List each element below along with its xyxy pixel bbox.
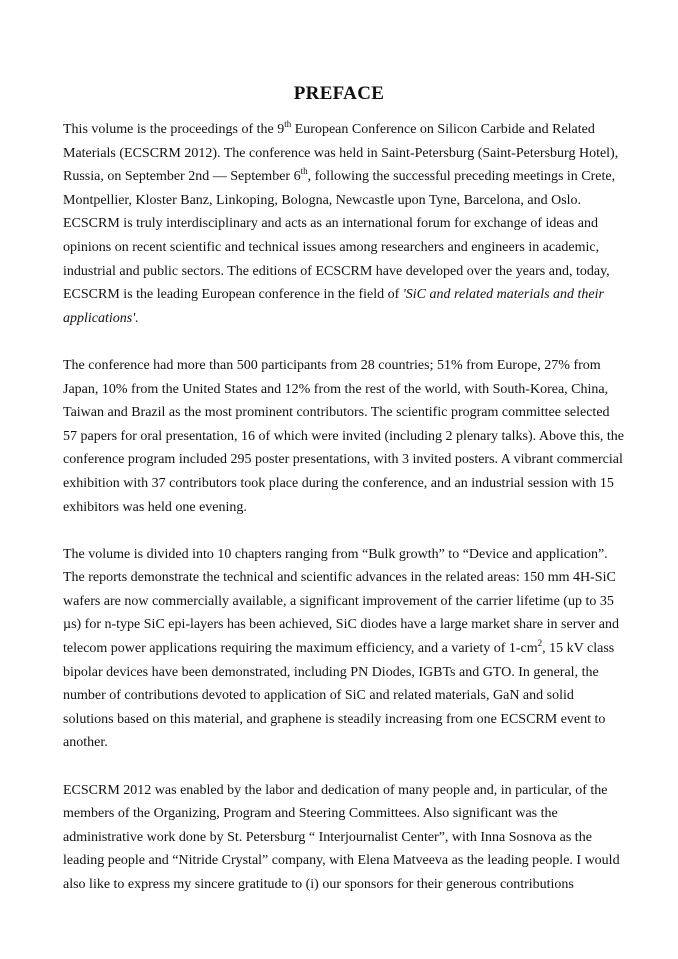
text-run: , following the successful preceding meetings in Crete,: [307, 169, 616, 185]
text-line: Materials (ECSCRM 2012). The conference was held in Saint-Petersburg (Saint-Petersburg Hotel),: [63, 145, 619, 161]
text-line: exhibitors was held one evening.: [63, 499, 247, 515]
text-line: [63, 118, 618, 142]
text-run: ECSCRM is the leading European conference in the field of: [63, 287, 403, 303]
text-line: µs) for n-type SiC epi-layers has been achieved, SiC diodes have a large market share in server and: [63, 617, 619, 633]
text-line: wafers are now commercially available, a significant improvement of the carrier lifetime (up to 35: [63, 593, 614, 609]
exponent-superscript: 2: [537, 638, 543, 649]
paragraph-volume: [63, 543, 618, 755]
document-body: [63, 118, 625, 897]
text-line: The reports demonstrate the technical and scientific advances in the related areas: 150 mm 4H-SiC: [63, 570, 616, 586]
text-line: [63, 283, 618, 307]
text-line: administrative work done by St. Petersburg “ Interjournalist Center”, with Inna Sosnova as the: [63, 829, 592, 845]
text-line: leading people and “Nitride Crystal” company, with Elena Matveeva as the leading people. I would: [63, 853, 620, 869]
text-line: solutions based on this material, and graphene is steadily increasing from one ECSCRM event to: [63, 711, 606, 727]
text-line: exhibition with 37 contributors took place during the conference, and an industrial session with 15: [63, 475, 614, 491]
paragraph-gap: [63, 755, 618, 779]
ordinal-superscript: th: [284, 119, 292, 129]
ordinal-superscript: th: [300, 166, 308, 177]
text-line: another.: [63, 735, 108, 751]
text-line: members of the Organizing, Program and Steering Committees. Also significant was the: [63, 806, 558, 822]
italic-phrase: 'SiC and related materials and their: [402, 287, 604, 303]
paragraph-gap: [63, 330, 618, 354]
paragraph-intro: [63, 118, 618, 330]
text-line: 57 papers for oral presentation, 16 of which were invited (including 2 plenary talks). Above this, the: [63, 428, 625, 444]
text-line: Japan, 10% from the United States and 12% from the rest of the world, with South-Korea, China,: [63, 381, 609, 397]
italic-phrase: applications'.: [63, 310, 139, 326]
text-line: [63, 637, 618, 661]
paragraph-acknowledgements: [63, 779, 618, 897]
text-line: conference program included 295 poster presentations, with 3 invited posters. A vibrant commercial: [63, 452, 623, 468]
page-title: PREFACE: [293, 83, 385, 104]
text-line: The conference had more than 500 participants from 28 countries; 51% from Europe, 27% from: [63, 357, 601, 373]
text-line: number of contributions devoted to application of SiC and related materials, GaN and solid: [63, 688, 574, 704]
text-run: European Conference on Silicon Carbide and Related: [291, 122, 595, 137]
text-line: ECSCRM 2012 was enabled by the labor and dedication of many people and, in particular, of the: [63, 782, 608, 798]
text-run: , 15 kV class: [542, 641, 615, 657]
text-line: [63, 165, 618, 189]
text-line: opinions on recent scientific and technical issues among researchers and engineers in academic,: [63, 239, 600, 255]
text-run: Russia, on September 2nd — September 6: [63, 169, 301, 185]
text-line: The volume is divided into 10 chapters ranging from “Bulk growth” to “Device and application”.: [63, 546, 608, 562]
text-run: telecom power applications requiring the maximum efficiency, and a variety of 1-cm: [63, 641, 538, 657]
text-line: also like to express my sincere gratitude to (i) our sponsors for their generous contributions: [63, 877, 574, 892]
paragraph-gap: [63, 519, 618, 543]
text-line: Taiwan and Brazil as the most prominent contributors. The scientific program committee selected: [63, 405, 610, 421]
text-line: [63, 307, 618, 331]
text-line: bipolar devices have been demonstrated, including PN Diodes, IGBTs and GTO. In general, the: [63, 664, 599, 680]
text-line: industrial and public sectors. The editions of ECSCRM have developed over the years and, today,: [63, 263, 610, 279]
paragraph-participants: [63, 354, 625, 519]
text-line: Montpellier, Kloster Banz, Linkoping, Bologna, Newcastle upon Tyne, Barcelona, and Oslo.: [63, 192, 582, 208]
text-line: ECSCRM is truly interdisciplinary and acts as an international forum for exchange of ideas and: [63, 216, 598, 232]
text-run: This volume is the proceedings of the 9: [63, 122, 285, 137]
